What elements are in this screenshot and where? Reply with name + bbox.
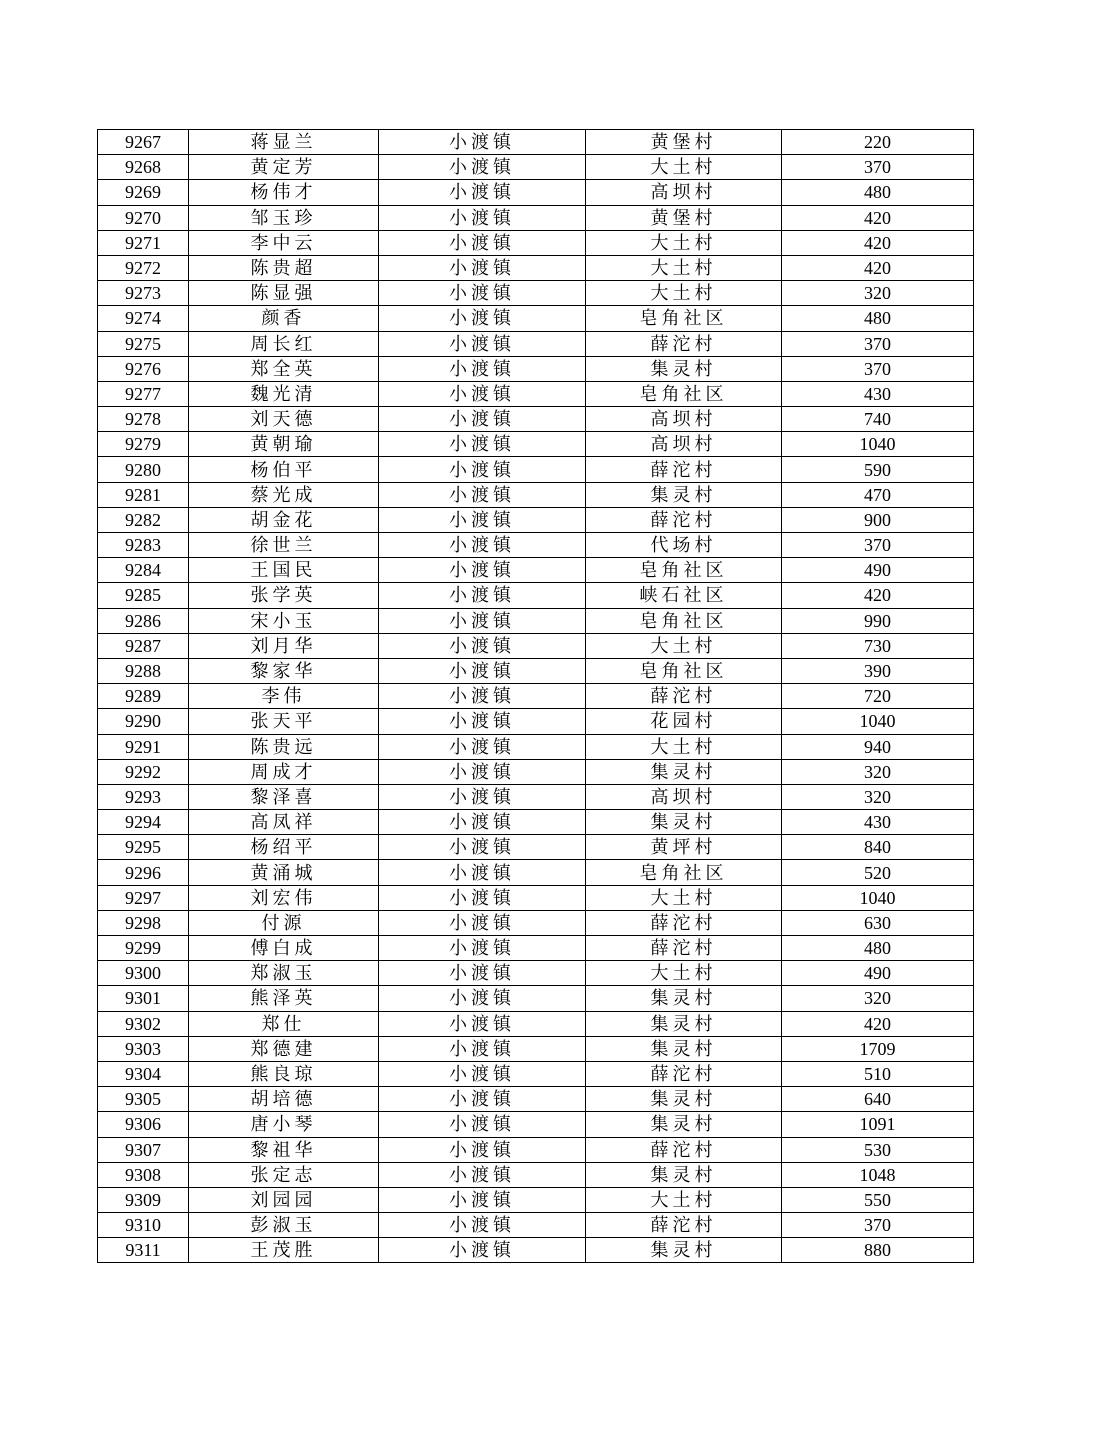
village-cell: 花园村 [586,709,782,734]
amount-cell: 370 [782,1213,974,1238]
amount-cell: 320 [782,784,974,809]
row-number-cell: 9300 [98,961,189,986]
name-cell: 李伟 [189,684,379,709]
table-row [98,457,974,482]
name-cell: 刘园园 [189,1187,379,1212]
table-row [98,230,974,255]
amount-cell: 370 [782,331,974,356]
amount-cell: 420 [782,205,974,230]
name-cell: 熊泽英 [189,986,379,1011]
town-cell: 小渡镇 [379,180,586,205]
name-cell: 彭淑玉 [189,1213,379,1238]
amount-cell: 900 [782,507,974,532]
town-cell: 小渡镇 [379,1011,586,1036]
name-cell: 傅白成 [189,936,379,961]
row-number-cell: 9283 [98,533,189,558]
table-row [98,1238,974,1263]
village-cell: 大土村 [586,633,782,658]
row-number-cell: 9269 [98,180,189,205]
village-cell: 集灵村 [586,1162,782,1187]
table-body [98,130,974,1263]
village-cell: 皂角社区 [586,860,782,885]
town-cell: 小渡镇 [379,910,586,935]
name-cell: 王国民 [189,558,379,583]
table-row [98,633,974,658]
name-cell: 张天平 [189,709,379,734]
village-cell: 薛沱村 [586,684,782,709]
row-number-cell: 9270 [98,205,189,230]
row-number-cell: 9297 [98,885,189,910]
amount-cell: 1709 [782,1036,974,1061]
town-cell: 小渡镇 [379,130,586,155]
row-number-cell: 9285 [98,583,189,608]
table-row [98,810,974,835]
village-cell: 皂角社区 [586,381,782,406]
row-number-cell: 9277 [98,381,189,406]
name-cell: 徐世兰 [189,533,379,558]
name-cell: 郑仕 [189,1011,379,1036]
town-cell: 小渡镇 [379,583,586,608]
town-cell: 小渡镇 [379,1187,586,1212]
table-row [98,961,974,986]
row-number-cell: 9308 [98,1162,189,1187]
row-number-cell: 9305 [98,1087,189,1112]
village-cell: 黄坪村 [586,835,782,860]
town-cell: 小渡镇 [379,860,586,885]
table-row [98,1011,974,1036]
village-cell: 高坝村 [586,432,782,457]
table-row [98,910,974,935]
row-number-cell: 9309 [98,1187,189,1212]
row-number-cell: 9281 [98,482,189,507]
table-row [98,432,974,457]
row-number-cell: 9303 [98,1036,189,1061]
amount-cell: 480 [782,180,974,205]
row-number-cell: 9302 [98,1011,189,1036]
amount-cell: 880 [782,1238,974,1263]
town-cell: 小渡镇 [379,885,586,910]
table-row [98,155,974,180]
table-row [98,1061,974,1086]
town-cell: 小渡镇 [379,709,586,734]
town-cell: 小渡镇 [379,1036,586,1061]
village-cell: 集灵村 [586,810,782,835]
town-cell: 小渡镇 [379,810,586,835]
amount-cell: 370 [782,356,974,381]
village-cell: 代场村 [586,533,782,558]
village-cell: 皂角社区 [586,306,782,331]
town-cell: 小渡镇 [379,507,586,532]
name-cell: 黎泽喜 [189,784,379,809]
village-cell: 薛沱村 [586,910,782,935]
name-cell: 黄定芳 [189,155,379,180]
town-cell: 小渡镇 [379,1137,586,1162]
name-cell: 杨伯平 [189,457,379,482]
name-cell: 高凤祥 [189,810,379,835]
name-cell: 蔡光成 [189,482,379,507]
town-cell: 小渡镇 [379,633,586,658]
amount-cell: 320 [782,281,974,306]
name-cell: 胡培德 [189,1087,379,1112]
village-cell: 集灵村 [586,356,782,381]
town-cell: 小渡镇 [379,734,586,759]
table-row [98,986,974,1011]
name-cell: 刘天德 [189,407,379,432]
town-cell: 小渡镇 [379,205,586,230]
town-cell: 小渡镇 [379,533,586,558]
table-row [98,558,974,583]
amount-cell: 220 [782,130,974,155]
village-cell: 高坝村 [586,407,782,432]
village-cell: 集灵村 [586,759,782,784]
town-cell: 小渡镇 [379,1061,586,1086]
name-cell: 陈显强 [189,281,379,306]
town-cell: 小渡镇 [379,381,586,406]
table-row [98,1137,974,1162]
name-cell: 唐小琴 [189,1112,379,1137]
row-number-cell: 9278 [98,407,189,432]
name-cell: 黎家华 [189,658,379,683]
town-cell: 小渡镇 [379,155,586,180]
table-row [98,407,974,432]
name-cell: 周成才 [189,759,379,784]
table-row [98,583,974,608]
amount-cell: 530 [782,1137,974,1162]
village-cell: 薛沱村 [586,457,782,482]
name-cell: 郑德建 [189,1036,379,1061]
village-cell: 皂角社区 [586,608,782,633]
row-number-cell: 9275 [98,331,189,356]
table-row [98,1162,974,1187]
table-row [98,658,974,683]
row-number-cell: 9298 [98,910,189,935]
row-number-cell: 9274 [98,306,189,331]
row-number-cell: 9272 [98,255,189,280]
amount-cell: 640 [782,1087,974,1112]
table-row [98,759,974,784]
row-number-cell: 9289 [98,684,189,709]
name-cell: 陈贵超 [189,255,379,280]
table-row [98,356,974,381]
row-number-cell: 9290 [98,709,189,734]
town-cell: 小渡镇 [379,1112,586,1137]
amount-cell: 420 [782,230,974,255]
town-cell: 小渡镇 [379,1087,586,1112]
village-cell: 大土村 [586,885,782,910]
row-number-cell: 9267 [98,130,189,155]
village-cell: 大土村 [586,281,782,306]
town-cell: 小渡镇 [379,986,586,1011]
table-row [98,835,974,860]
amount-cell: 490 [782,961,974,986]
table-row [98,734,974,759]
amount-cell: 1091 [782,1112,974,1137]
table-row [98,281,974,306]
town-cell: 小渡镇 [379,936,586,961]
amount-cell: 510 [782,1061,974,1086]
table-row [98,180,974,205]
town-cell: 小渡镇 [379,658,586,683]
village-cell: 薛沱村 [586,1137,782,1162]
town-cell: 小渡镇 [379,432,586,457]
row-number-cell: 9301 [98,986,189,1011]
amount-cell: 320 [782,986,974,1011]
town-cell: 小渡镇 [379,684,586,709]
amount-cell: 720 [782,684,974,709]
table-row [98,482,974,507]
row-number-cell: 9291 [98,734,189,759]
name-cell: 宋小玉 [189,608,379,633]
amount-cell: 630 [782,910,974,935]
village-cell: 黄堡村 [586,205,782,230]
table-row [98,1213,974,1238]
name-cell: 周长红 [189,331,379,356]
amount-cell: 740 [782,407,974,432]
village-cell: 集灵村 [586,482,782,507]
village-cell: 皂角社区 [586,658,782,683]
row-number-cell: 9307 [98,1137,189,1162]
row-number-cell: 9304 [98,1061,189,1086]
amount-cell: 370 [782,533,974,558]
name-cell: 李中云 [189,230,379,255]
town-cell: 小渡镇 [379,558,586,583]
table-row [98,1187,974,1212]
table-row [98,331,974,356]
village-cell: 集灵村 [586,1011,782,1036]
village-cell: 集灵村 [586,1036,782,1061]
village-cell: 集灵村 [586,1238,782,1263]
name-cell: 黄涌城 [189,860,379,885]
town-cell: 小渡镇 [379,759,586,784]
name-cell: 魏光清 [189,381,379,406]
amount-cell: 420 [782,255,974,280]
town-cell: 小渡镇 [379,230,586,255]
village-cell: 黄堡村 [586,130,782,155]
name-cell: 刘宏伟 [189,885,379,910]
town-cell: 小渡镇 [379,331,586,356]
town-cell: 小渡镇 [379,306,586,331]
amount-cell: 550 [782,1187,974,1212]
village-cell: 大土村 [586,155,782,180]
name-cell: 蒋显兰 [189,130,379,155]
table-row [98,885,974,910]
amount-cell: 430 [782,810,974,835]
town-cell: 小渡镇 [379,281,586,306]
amount-cell: 1040 [782,709,974,734]
town-cell: 小渡镇 [379,608,586,633]
table-row [98,507,974,532]
table-row [98,533,974,558]
row-number-cell: 9271 [98,230,189,255]
amount-cell: 390 [782,658,974,683]
town-cell: 小渡镇 [379,356,586,381]
table-row [98,205,974,230]
village-cell: 大土村 [586,961,782,986]
town-cell: 小渡镇 [379,1238,586,1263]
amount-cell: 490 [782,558,974,583]
town-cell: 小渡镇 [379,835,586,860]
row-number-cell: 9279 [98,432,189,457]
name-cell: 邹玉珍 [189,205,379,230]
name-cell: 黄朝瑜 [189,432,379,457]
name-cell: 王茂胜 [189,1238,379,1263]
amount-cell: 480 [782,936,974,961]
row-number-cell: 9273 [98,281,189,306]
village-cell: 大土村 [586,255,782,280]
table-row [98,860,974,885]
village-cell: 薛沱村 [586,936,782,961]
village-cell: 大土村 [586,1187,782,1212]
table-row [98,709,974,734]
row-number-cell: 9292 [98,759,189,784]
amount-cell: 480 [782,306,974,331]
amount-cell: 990 [782,608,974,633]
row-number-cell: 9295 [98,835,189,860]
town-cell: 小渡镇 [379,407,586,432]
village-cell: 峡石社区 [586,583,782,608]
town-cell: 小渡镇 [379,482,586,507]
village-cell: 薛沱村 [586,507,782,532]
amount-cell: 520 [782,860,974,885]
table-row [98,784,974,809]
village-cell: 高坝村 [586,784,782,809]
village-cell: 高坝村 [586,180,782,205]
amount-cell: 430 [782,381,974,406]
name-cell: 颜香 [189,306,379,331]
amount-cell: 730 [782,633,974,658]
row-number-cell: 9287 [98,633,189,658]
amount-cell: 420 [782,1011,974,1036]
amount-cell: 1040 [782,432,974,457]
name-cell: 张定志 [189,1162,379,1187]
table-row [98,684,974,709]
village-cell: 集灵村 [586,986,782,1011]
table-row [98,608,974,633]
row-number-cell: 9311 [98,1238,189,1263]
name-cell: 刘月华 [189,633,379,658]
row-number-cell: 9299 [98,936,189,961]
village-cell: 薛沱村 [586,1061,782,1086]
row-number-cell: 9284 [98,558,189,583]
amount-cell: 840 [782,835,974,860]
town-cell: 小渡镇 [379,255,586,280]
row-number-cell: 9288 [98,658,189,683]
village-cell: 集灵村 [586,1112,782,1137]
subsidy-table [97,129,974,1263]
name-cell: 杨绍平 [189,835,379,860]
name-cell: 付源 [189,910,379,935]
name-cell: 郑淑玉 [189,961,379,986]
table-row [98,1112,974,1137]
name-cell: 陈贵远 [189,734,379,759]
name-cell: 郑全英 [189,356,379,381]
village-cell: 皂角社区 [586,558,782,583]
row-number-cell: 9276 [98,356,189,381]
amount-cell: 420 [782,583,974,608]
village-cell: 大土村 [586,230,782,255]
row-number-cell: 9293 [98,784,189,809]
row-number-cell: 9286 [98,608,189,633]
row-number-cell: 9306 [98,1112,189,1137]
town-cell: 小渡镇 [379,1162,586,1187]
table-row [98,1036,974,1061]
table-row [98,381,974,406]
name-cell: 杨伟才 [189,180,379,205]
name-cell: 张学英 [189,583,379,608]
village-cell: 集灵村 [586,1087,782,1112]
town-cell: 小渡镇 [379,784,586,809]
row-number-cell: 9268 [98,155,189,180]
town-cell: 小渡镇 [379,1213,586,1238]
village-cell: 薛沱村 [586,331,782,356]
table-row [98,306,974,331]
table-row [98,255,974,280]
town-cell: 小渡镇 [379,961,586,986]
amount-cell: 320 [782,759,974,784]
table-row [98,936,974,961]
table-row [98,1087,974,1112]
name-cell: 熊良琼 [189,1061,379,1086]
row-number-cell: 9280 [98,457,189,482]
row-number-cell: 9282 [98,507,189,532]
village-cell: 大土村 [586,734,782,759]
town-cell: 小渡镇 [379,457,586,482]
amount-cell: 590 [782,457,974,482]
name-cell: 黎祖华 [189,1137,379,1162]
village-cell: 薛沱村 [586,1213,782,1238]
name-cell: 胡金花 [189,507,379,532]
amount-cell: 470 [782,482,974,507]
amount-cell: 940 [782,734,974,759]
amount-cell: 1048 [782,1162,974,1187]
row-number-cell: 9294 [98,810,189,835]
amount-cell: 1040 [782,885,974,910]
row-number-cell: 9296 [98,860,189,885]
amount-cell: 370 [782,155,974,180]
row-number-cell: 9310 [98,1213,189,1238]
table-row [98,130,974,155]
